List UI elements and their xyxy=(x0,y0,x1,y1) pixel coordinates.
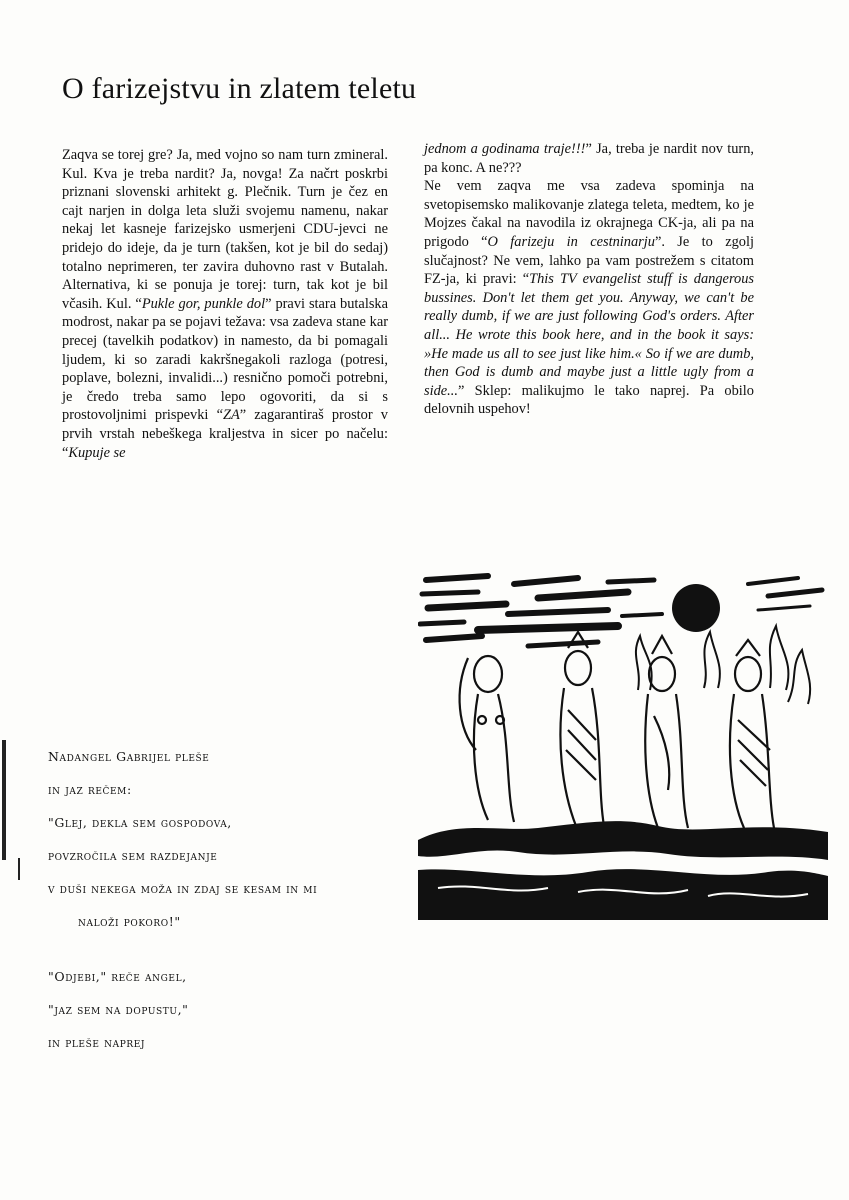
poem-line: "jaz sem na dopustu," xyxy=(48,1002,189,1017)
poem-line: in jaz rečem: xyxy=(48,782,132,797)
poem-line: Nadangel Gabrijel pleše xyxy=(48,749,210,764)
left-paragraph: Zaqva se torej gre? Ja, med vojno so nam turn zmineral. Kul. Kva je treba nardit? Ja, novga! Za načrt poskrbi priznani slovenski arhitekt g. Plečnik. Turn je čez en cajt narjen in dolga leta služi svojemu namenu, nakar nekaj let kasneje farizejsko usmerjeni CDU-jevci ne pridejo do ideje, da je turn (takšen, kot je bil do sedaj) totalno neprimeren, ter zavira duhovno rast v Butalah. Alternativa, ki se ponuja je torej: turn, tak kot je bil včasih. Kul. “Pukle gor, punkle dol” pravi stara butalska modrost, nakar pa se pojavi težava: vsa zadeva stane kar precej (tavelkih podatkov) in namesto, da bi pomagali ljudem, ki so zaradi kakršnegakoli razloga (potresi, poplave, bolezni, invalidi...) resnično pomoči potrebni, je čredo treba samo lepo ogovoriti, da si s prostovoljnimi prispevki “ZA” zagarantiraš prostor v prvih vrstah nebeškega kraljestva in sicer po načelu: “Kupuje se xyxy=(62,147,389,461)
article-left-column xyxy=(62,146,388,462)
dancing-figures-illustration xyxy=(418,570,828,920)
sun-icon xyxy=(672,584,720,632)
right-paragraph: jednom a godinama traje!!!” Ja, treba je nardit nov turn, pa konc. A ne??? xyxy=(424,141,754,176)
scan-edge-mark xyxy=(2,740,6,860)
italic-quote: Pukle gor, punkle dol xyxy=(141,295,266,312)
poem-line: in pleše naprej xyxy=(48,1035,146,1050)
poem-line: povzročila sem razdejanje xyxy=(48,848,218,863)
poem-line: v duši nekega moža in zdaj se kesam in mi xyxy=(48,881,318,896)
italic-quote: O farizeju in cestninarju xyxy=(487,233,655,250)
poem-line: "Glej, dekla sem gospodova, xyxy=(48,815,232,830)
italic-quote: ZA xyxy=(222,407,240,424)
right-paragraph: Ne vem zaqva me vsa zadeva spominja na svetopisemsko malikovanje zlatega teleta, medtem, ko je Mojzes čakal na navodila iz okrajnega CK-ja, ali pa na prigodo “O farizeju in cestninarju”. Je to zgolj slučajnost? Ne vem, lahko pa vam postrežem s citatom FZ-ja, ki pravi: “This TV evangelist stuff is dangerous bussines. Don't let them get you. Anyway, we can't be really dumb, if we are just following God's orders. After all... He wrote this book here, and in the book it says: »He made us all to see just like him.« So if we are dumb, then God is dumb and maybe just a little ugly from a side...” Sklep: malikujmo le tako naprej. Pa obilo delovnih uspehov! xyxy=(424,178,754,418)
italic-quote: Kupuje se xyxy=(68,444,126,461)
poem-line: "Odjebi," reče angel, xyxy=(48,969,187,984)
poem xyxy=(48,740,408,1059)
italic-quote: This TV evangelist stuff is dangerous bussines. Don't let them get you. Anyway, we can't be really dumb, if we are just following God's orders. After all... He wrote this book here, and in the book it says: »He made us all to see just like him.« So if we are dumb, then God is dumb and maybe just a little ugly from a side... xyxy=(424,271,754,399)
article-right-column xyxy=(424,140,754,419)
article-title: O farizejstvu in zlatem teletu xyxy=(62,72,417,105)
stanza-gap xyxy=(48,938,408,960)
poem-line: naloži pokoro!" xyxy=(78,914,181,929)
italic-quote: jednom a godinama traje!!! xyxy=(424,141,586,157)
scan-edge-mark xyxy=(18,858,20,880)
